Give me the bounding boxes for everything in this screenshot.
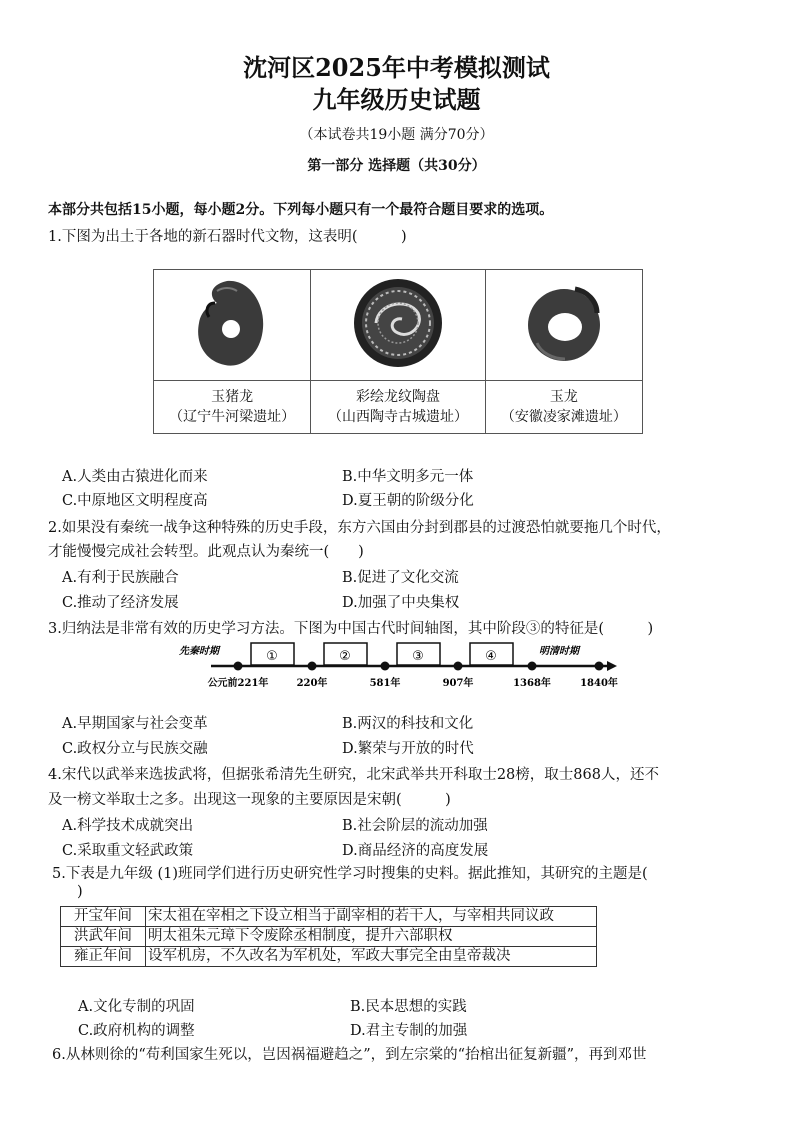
q5-option-b[interactable]: B.民本思想的实践: [350, 999, 467, 1015]
q5-stem-line1: 5.下表是九年级 (1)班同学们进行历史研究性学习时搜集的史料。据此推知，其研究的主题是(: [52, 866, 648, 882]
painted-dragon-plate-image: [311, 270, 486, 381]
relic-name: 玉猪龙: [211, 389, 254, 405]
timeline-tick: 581年: [369, 678, 401, 689]
relic-site: （山西陶寺古城遗址）: [327, 409, 468, 425]
era-cell: 开宝年间: [61, 907, 146, 927]
relic-table: [153, 269, 643, 434]
q1-option-c[interactable]: C.中原地区文明程度高: [62, 493, 208, 509]
q3-option-a[interactable]: A.早期国家与社会变革: [62, 716, 208, 732]
timeline-tick: 907年: [442, 678, 474, 689]
stage-label: ①: [266, 649, 278, 664]
content-cell: 明太祖朱元璋下令废除丞相制度，提升六部职权: [146, 927, 597, 947]
q3-option-d[interactable]: D.繁荣与开放的时代: [342, 741, 474, 757]
timeline-tick: 1840年: [580, 678, 618, 689]
jade-pig-dragon-image: [154, 270, 311, 381]
q1-option-d[interactable]: D.夏王朝的阶级分化: [342, 493, 474, 509]
timeline-point: [454, 662, 463, 671]
q3-option-c[interactable]: C.政权分立与民族交融: [62, 741, 208, 757]
q1-option-b[interactable]: B.中华文明多元一体: [342, 469, 474, 485]
relic-site: （辽宁牛河梁遗址）: [169, 409, 296, 425]
q2-option-a[interactable]: A.有利于民族融合: [62, 570, 179, 586]
timeline-diagram: [175, 638, 625, 694]
stage-label: ③: [412, 649, 424, 664]
q5-option-d[interactable]: D.君主专制的加强: [350, 1023, 468, 1039]
jade-dragon-image: [485, 270, 642, 381]
relic-name: 彩绘龙纹陶盘: [355, 389, 440, 405]
era-cell: 洪武年间: [61, 927, 146, 947]
table-row: [61, 907, 597, 927]
timeline-point: [234, 662, 243, 671]
timeline-point: [528, 662, 537, 671]
relic-caption: [311, 381, 486, 434]
q2-stem-line2: 才能慢慢完成社会转型。此观点认为秦统一( ): [48, 544, 364, 560]
q2-stem-line1: 2.如果没有秦统一战争这种特殊的历史手段，东方六国由分封到郡县的过渡恐怕就要拖几个时代，: [48, 520, 671, 536]
q2-option-c[interactable]: C.推动了经济发展: [62, 595, 179, 611]
timeline-tick: 1368年: [513, 678, 551, 689]
timeline-point: [381, 662, 390, 671]
era-cell: 雍正年间: [61, 947, 146, 967]
stage-label: ②: [339, 649, 351, 664]
content-cell: 设军机房，不久改名为军机处，军政大事完全由皇帝裁决: [146, 947, 597, 967]
part-heading: 第一部分 选择题（共30分）: [307, 158, 486, 174]
q4-option-c[interactable]: C.采取重文轻武政策: [62, 843, 194, 859]
relic-caption: [154, 381, 311, 434]
q5-stem-line2: ): [77, 884, 83, 900]
q1-stem: 1.下图为出土于各地的新石器时代文物，这表明( ): [48, 229, 407, 245]
stage-label: ④: [485, 649, 497, 664]
timeline-point: [308, 662, 317, 671]
timeline-right-label: 明清时期: [539, 646, 579, 657]
exam-info: （本试卷共19小题 满分70分）: [299, 127, 494, 143]
q4-option-b[interactable]: B.社会阶层的流动加强: [342, 818, 488, 834]
q3-stem: 3.归纳法是非常有效的历史学习方法。下图为中国古代时间轴图，其中阶段③的特征是( ): [48, 621, 654, 637]
q4-stem-line1: 4.宋代以武举来选拔武将，但据张希清先生研究，北宋武举共开科取士28榜，取士868人，还不: [48, 767, 659, 783]
relic-name: 玉龙: [549, 389, 578, 405]
content-cell: 宋太祖在宰相之下设立相当于副宰相的若干人，与宰相共同议政: [146, 907, 597, 927]
q1-option-a[interactable]: A.人类由古猿进化而来: [62, 469, 208, 485]
source-table: [60, 906, 597, 967]
q3-option-b[interactable]: B.两汉的科技和文化: [342, 716, 474, 732]
relic-site: （安徽凌家滩遗址）: [500, 409, 627, 425]
q5-option-a[interactable]: A.文化专制的巩固: [78, 999, 195, 1015]
instructions: 本部分共包括15小题，每小题2分。下列每小题只有一个最符合题目要求的选项。: [48, 202, 554, 218]
q2-option-b[interactable]: B.促进了文化交流: [342, 570, 459, 586]
table-row: [61, 947, 597, 967]
q5-option-c[interactable]: C.政府机构的调整: [78, 1023, 195, 1039]
q4-stem-line2: 及一榜文举取士之多。出现这一现象的主要原因是宋朝( ): [48, 792, 451, 808]
timeline-tick: 220年: [296, 678, 328, 689]
q4-option-a[interactable]: A.科学技术成就突出: [62, 818, 194, 834]
timeline-point: [595, 662, 604, 671]
timeline-left-label: 先秦时期: [179, 646, 219, 657]
exam-subject-title: 九年级历史试题: [312, 85, 481, 114]
q6-stem: 6.从林则徐的“苟利国家生死以，岂因祸福避趋之”，到左宗棠的“抬棺出征复新疆”，再到邓世: [52, 1047, 647, 1063]
exam-title: 沈河区2025年中考模拟测试: [243, 53, 550, 82]
relic-caption: [485, 381, 642, 434]
timeline-tick: 公元前221年: [207, 678, 269, 689]
q4-option-d[interactable]: D.商品经济的高度发展: [342, 843, 489, 859]
table-row: [61, 927, 597, 947]
q2-option-d[interactable]: D.加强了中央集权: [342, 595, 460, 611]
